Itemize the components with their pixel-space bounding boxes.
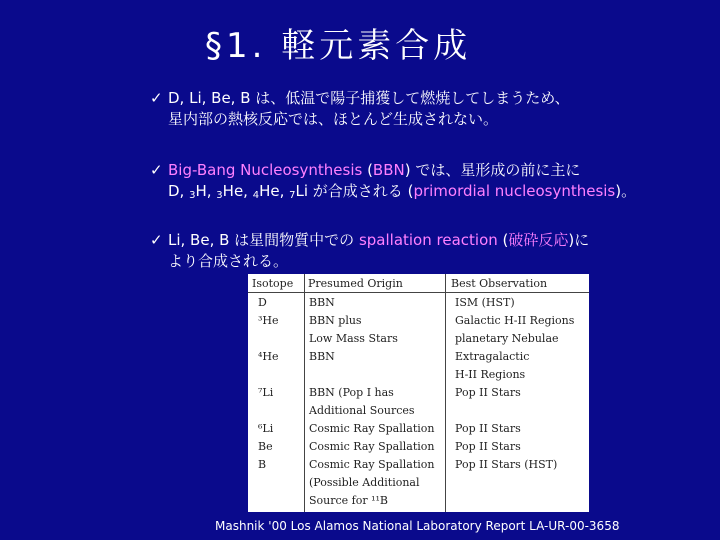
header-divider: [248, 292, 589, 293]
table-cell: BBN (Pop I has: [309, 386, 394, 399]
mass-number: 3: [189, 190, 196, 201]
bbn-abbr: BBN: [372, 161, 405, 179]
bullet-2-line-2: [150, 181, 636, 204]
primordial-term: primordial nucleosynthesis: [413, 182, 616, 200]
paren: (: [362, 161, 373, 179]
bullet-1: [150, 88, 570, 130]
bullet-1-line-1: D, Li, Be, B は、低温で陽子捕獲して燃焼してしまうため、: [168, 89, 570, 107]
table-cell: BBN plus: [309, 314, 362, 327]
table-cell: [455, 492, 574, 510]
column-divider: [304, 274, 305, 512]
table-cell: Cosmic Ray Spallation: [309, 440, 435, 453]
check-icon: ✓: [150, 161, 163, 179]
spallation-term: spallation reaction: [358, 231, 498, 249]
table-cell: [455, 402, 574, 420]
table-cell: ⁷Li: [258, 386, 274, 399]
table-cell: Cosmic Ray Spallation: [309, 422, 435, 435]
table-cell: BBN: [309, 296, 335, 309]
table-cell: [258, 330, 279, 348]
table-cell: Cosmic Ray Spallation: [309, 458, 435, 471]
table-cell: planetary Nebulae: [455, 332, 559, 345]
table-cell: Galactic H-II Regions: [455, 314, 575, 327]
table-cell: Extragalactic: [455, 350, 530, 363]
observation-column: [455, 294, 574, 510]
table-cell: Be: [258, 440, 273, 453]
table-cell: Pop II Stars: [455, 386, 521, 399]
check-icon: ✓: [150, 231, 163, 249]
table-cell: ³He: [258, 314, 279, 327]
table-cell: [258, 402, 279, 420]
table-cell: Pop II Stars: [455, 440, 521, 453]
isotope-d: D,: [168, 182, 190, 200]
mass-number: 7: [289, 190, 296, 201]
bullet-1-line-2: 星内部の熱核反応では、ほとんど生成されない。: [168, 110, 499, 128]
bullet-3-text: Li, Be, B は星間物質中での: [168, 231, 359, 249]
isotope-origin-table: [248, 274, 589, 512]
bbn-term: Big-Bang Nucleosynthesis: [168, 161, 363, 179]
header-observation: Best Observation: [451, 277, 548, 290]
mass-number: 4: [252, 190, 260, 201]
citation-footer: Mashnik '00 Los Alamos National Laboratory Report LA-UR-00-3658: [215, 519, 620, 533]
isotope-he3: He,: [222, 182, 253, 200]
isotope-h: H,: [195, 182, 217, 200]
table-cell: Low Mass Stars: [309, 332, 398, 345]
table-cell: Pop II Stars: [455, 422, 521, 435]
bullet-3-line-2: より合成される。: [168, 252, 289, 270]
table-cell: (Possible Additional: [309, 476, 420, 489]
origin-column: [309, 294, 434, 510]
table-cell: [258, 492, 279, 510]
table-cell: [455, 474, 574, 492]
table-cell: [258, 474, 279, 492]
table-cell: [309, 366, 434, 384]
isotope-column: [258, 294, 279, 510]
table-cell: Source for ¹¹B: [309, 494, 389, 507]
isotope-li: Li が合成される (: [295, 182, 414, 200]
bullet-3: [150, 230, 589, 272]
table-cell: ⁶Li: [258, 422, 274, 435]
table-cell: Additional Sources: [309, 404, 415, 417]
slide-title: §1. 軽元素合成: [205, 26, 472, 66]
table-cell: BBN: [309, 350, 335, 363]
table-cell: ISM (HST): [455, 296, 515, 309]
header-isotope: Isotope: [252, 277, 294, 290]
paren: (: [497, 231, 509, 249]
paren-close: )に: [568, 231, 590, 249]
spallation-jp-term: 破砕反応: [508, 231, 569, 249]
table-cell: B: [258, 458, 267, 471]
mass-number: 3: [216, 190, 223, 201]
check-icon: ✓: [150, 89, 163, 107]
table-cell: ⁴He: [258, 350, 279, 363]
isotope-he4: He,: [259, 182, 290, 200]
paren-close: )。: [615, 182, 637, 200]
table-cell: [258, 366, 279, 384]
bullet-2: [150, 160, 636, 204]
column-divider: [445, 274, 446, 512]
table-cell: Pop II Stars (HST): [455, 458, 558, 471]
bullet-2-text: ) では、星形成の前に主に: [404, 161, 581, 179]
header-origin: Presumed Origin: [308, 277, 403, 290]
table-cell: D: [258, 296, 267, 309]
table-cell: H-II Regions: [455, 368, 526, 381]
